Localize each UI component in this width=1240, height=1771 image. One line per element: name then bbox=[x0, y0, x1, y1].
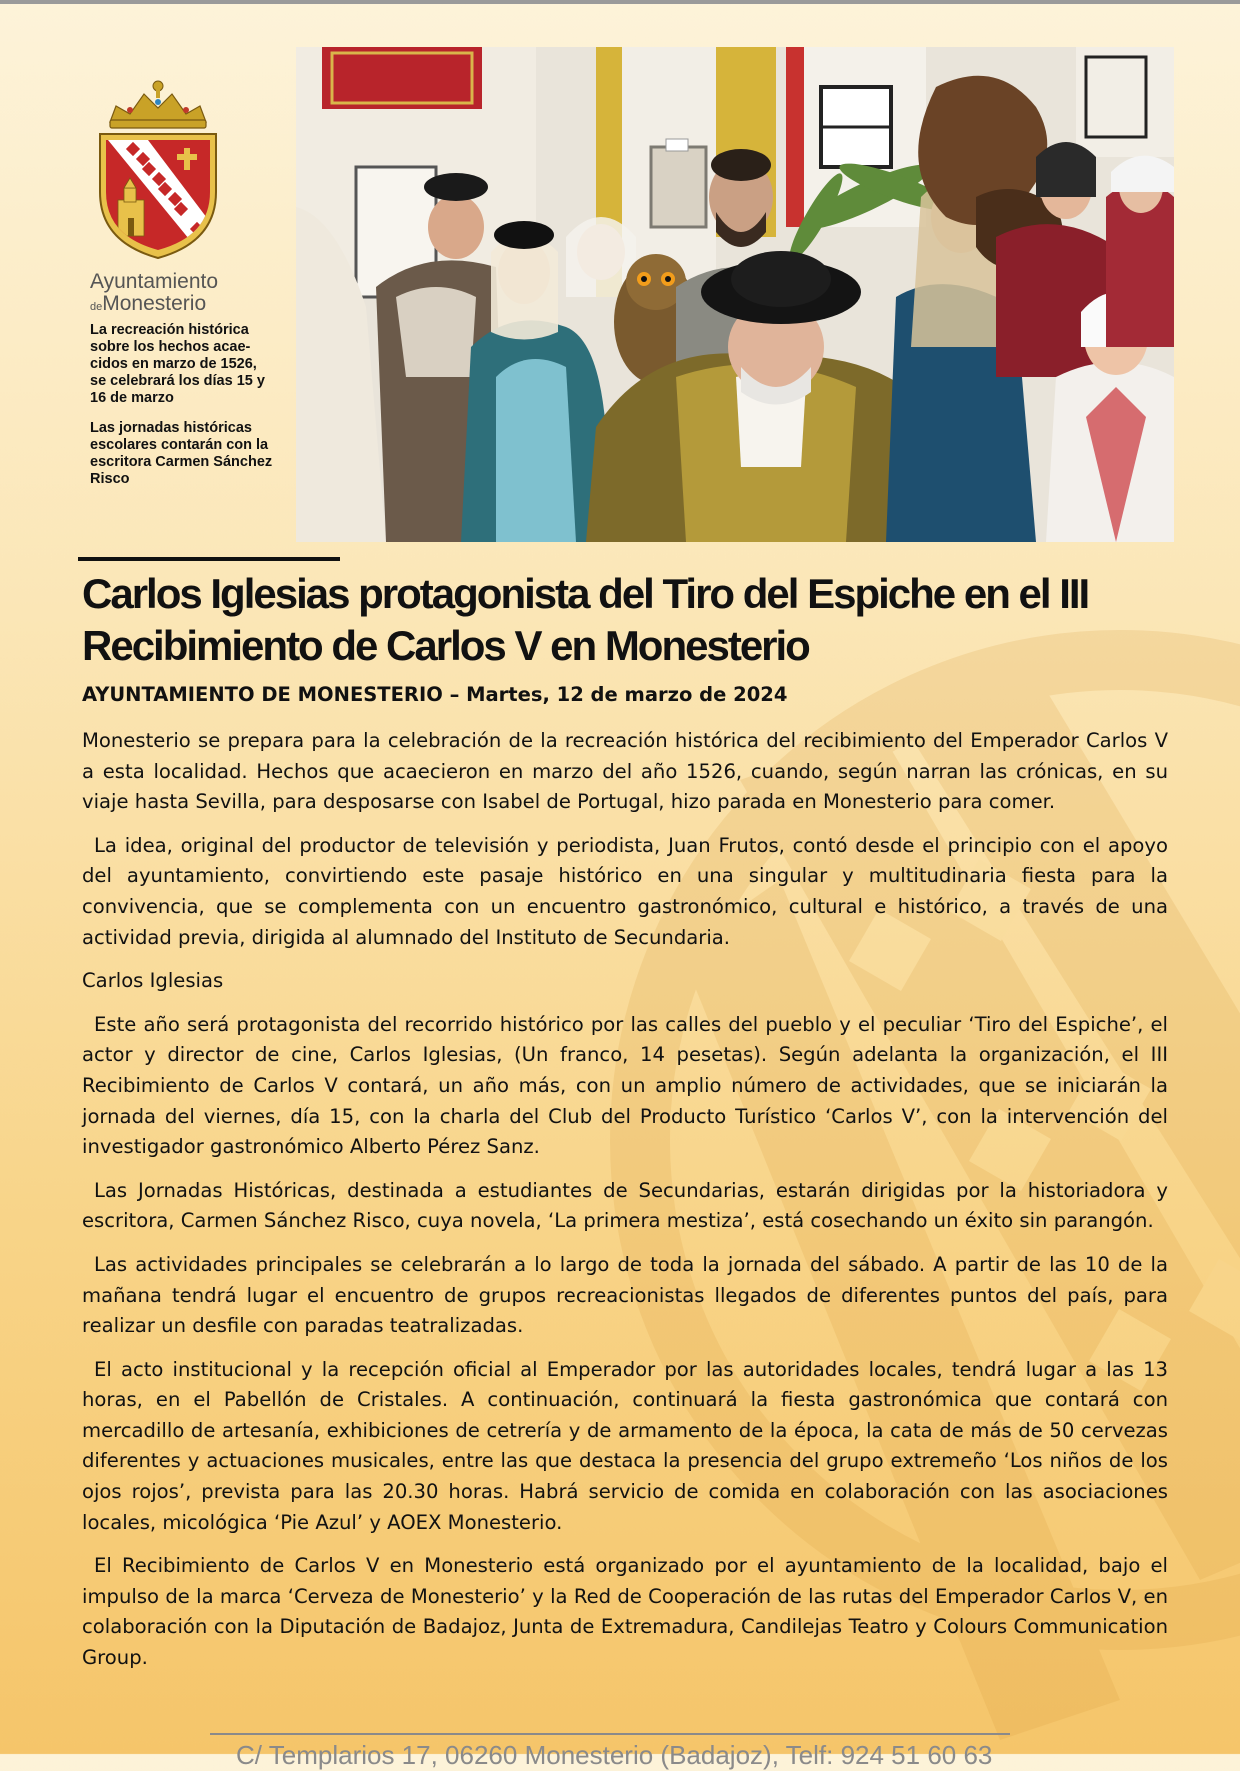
paragraph-subheading: Carlos Iglesias bbox=[82, 969, 224, 993]
logo-text-monesterio bbox=[90, 292, 240, 316]
paragraph-protagonist: Este año será protagonista del recorrido histórico por las calles del pueblo y el peculiar ‘Tiro del Espiche’, el actor y director de cine, Carlos Iglesias, (Un franco, 14 pesetas). Según adelanta la organización, el III Recibimiento de Carlos V contará, un año más, con un amplio número de actividades, que se iniciarán la jornada del viernes, día 15, con la charla del Club del Producto Turístico ‘Carlos V’, con la intervención del investigador gastronómico Alberto Pérez Sanz. bbox=[82, 1012, 1168, 1159]
logo-text-ayuntamiento: Ayuntamiento bbox=[90, 270, 219, 293]
logo-text-town: Monesterio bbox=[102, 292, 207, 315]
paragraph-jornadas: Las Jornadas Históricas, destinada a estudiantes de Secundarias, estarán dirigidas por la historiadora y escritora, Carmen Sánchez Risco, cuya novela, ‘La primera mestiza’, está cosechando un éxito sin parangón. bbox=[82, 1178, 1168, 1233]
paragraph-intro: Monesterio se prepara para la celebración de la recreación histórica del recibimiento del Emperador Carlos V a esta localidad. Hechos que acaecieron en marzo del año 1526, cuando, según narran las crónicas, en su viaje hasta Sevilla, para desposarse con Isabel de Portugal, hizo parada en Monesterio para comer. bbox=[82, 729, 1168, 814]
paragraph-organization: El Recibimiento de Carlos V en Monesterio está organizado por el ayuntamiento de la localidad, bajo el impulso de la marca ‘Cerveza de Monesterio’ y la Red de Cooperación de las rutas del Emperador Carlos V, en colaboración con la Diputación de Badajoz, Junta de Extremadura, Candilejas Teatro y Colours Communication Group. bbox=[82, 1554, 1168, 1670]
sidebar-note-jornadas: Las jornadas históricas escolares contarán con la escritora Carmen Sánchez Risco bbox=[90, 420, 273, 487]
paragraph-institutional: El acto institucional y la recepción oficial al Emperador por las autoridades locales, tendrá lugar a las 13 horas, en el Pabellón de Cristales. A continuación, continuará la fiesta gastronómica que contará con mercadillo de artesanía, exhibiciones de cetrería y de armamento de la época, la cata de más de 50 cervezas diferentes y actuaciones musicales, entre las que destaca la presencia del grupo extremeño ‘Los niños de los ojos rojos’, prevista para las 20.30 horas. Habrá servicio de comida en colaboración con las asociaciones locales, micológica ‘Pie Azul’ y AOEX Monesterio. bbox=[82, 1357, 1168, 1534]
paragraph-saturday: Las actividades principales se celebrarán a lo largo de toda la jornada del sábado. A partir de las 10 de la mañana tendrá lugar el encuentro de grupos recreacionistas llegados de diferentes puntos del país, para realizar un desfile con paradas teatralizadas. bbox=[82, 1252, 1168, 1338]
headline-rule bbox=[78, 557, 340, 561]
sidebar-note-recreation: La recreación histórica sobre los hechos acae-cidos en marzo de 1526, se celebrará los días 15 y 16 de marzo bbox=[90, 322, 265, 406]
historical-reenactment-photo bbox=[296, 47, 1174, 542]
logo-text-de: de bbox=[90, 301, 103, 313]
monesterio-coat-of-arms-logo-icon bbox=[88, 72, 228, 262]
footer-rule bbox=[210, 1733, 1010, 1735]
footer-address: C/ Templarios 17, 06260 Monesterio (Badajoz), Telf: 924 51 60 63 bbox=[236, 1740, 993, 1770]
article-body bbox=[82, 726, 1168, 1687]
article-headline: Carlos Iglesias protagonista del Tiro del Espiche en el III Recibimiento de Carlos V en Monesterio bbox=[82, 570, 1089, 669]
article-byline: AYUNTAMIENTO DE MONESTERIO – Martes, 12 de marzo de 2024 bbox=[82, 683, 788, 706]
page-top-border bbox=[0, 0, 1240, 4]
paragraph-idea: La idea, original del productor de televisión y periodista, Juan Frutos, contó desde el principio con el apoyo del ayuntamiento, convirtiendo este pasaje histórico en una singular y multitudinaria fiesta para la convivencia, que se complementa con un encuentro gastronómico, cultural e histórico, a través de una actividad previa, dirigida al alumnado del Instituto de Secundaria. bbox=[82, 833, 1168, 949]
